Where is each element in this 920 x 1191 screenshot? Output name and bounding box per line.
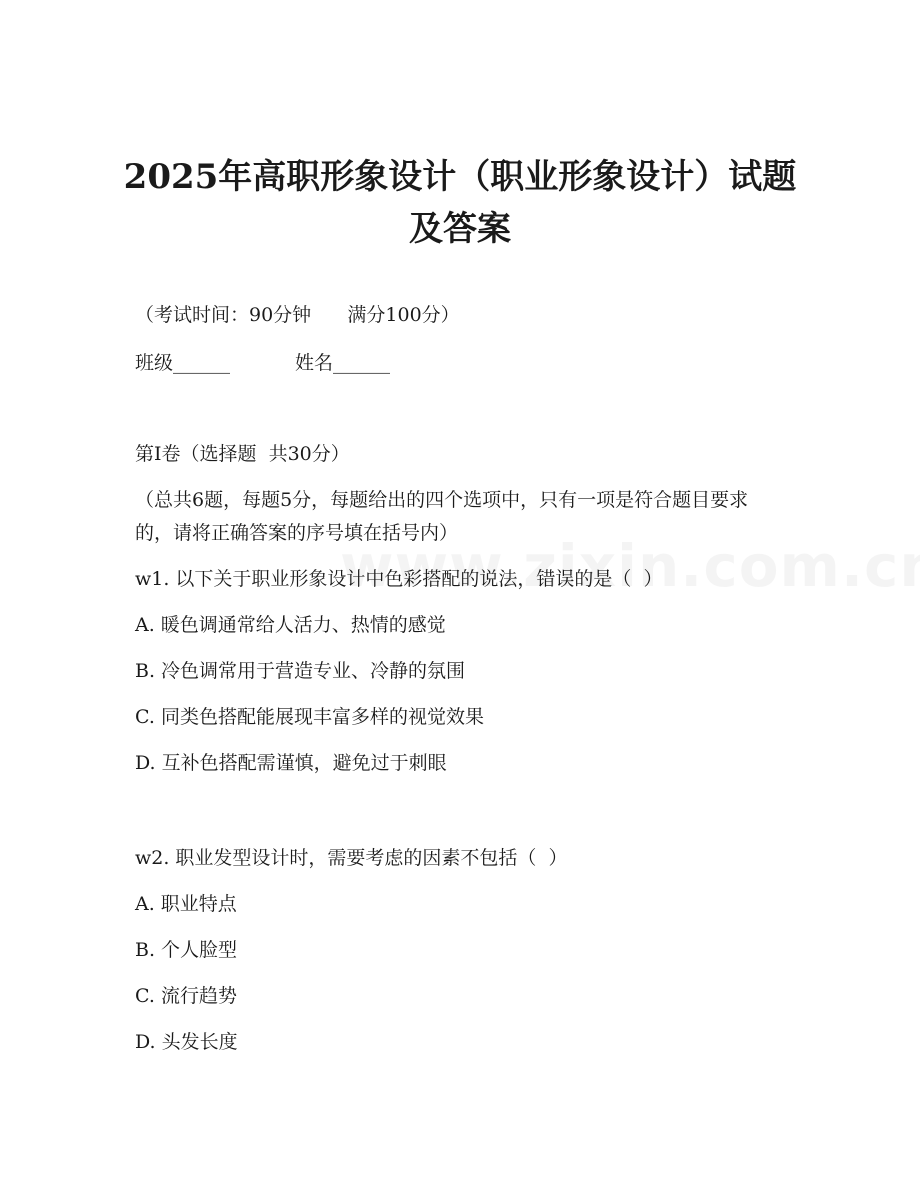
question-2-option-a: A. 职业特点	[135, 893, 237, 915]
document-title-line2: 及答案	[409, 209, 511, 249]
question-2-option-c: C. 流行趋势	[135, 985, 237, 1007]
question-1-option-d: D. 互补色搭配需谨慎，避免过于刺眼	[135, 752, 447, 774]
question-1-option-c: C. 同类色搭配能展现丰富多样的视觉效果	[135, 706, 484, 728]
instructions: （总共6题，每题5分，每题给出的四个选项中，只有一项是符合题目要求的，请将正确答案的序号填在括号内）	[135, 489, 749, 544]
section-heading: 第Ⅰ卷（选择题 共30分）	[135, 443, 350, 465]
question-2-option-d: D. 头发长度	[135, 1031, 238, 1053]
exam-info: （考试时间：90分钟 满分100分）	[135, 304, 460, 326]
question-1-option-b: B. 冷色调常用于营造专业、冷静的氛围	[135, 660, 466, 682]
class-field-label: 班级______	[135, 352, 231, 374]
document-title-line1: 2025年高职形象设计（职业形象设计）试题	[123, 157, 797, 197]
question-1-option-a: A. 暖色调通常给人活力、热情的感觉	[135, 614, 446, 636]
question-2-stem: w2. 职业发型设计时，需要考虑的因素不包括（ ）	[135, 847, 568, 869]
question-1-stem: w1. 以下关于职业形象设计中色彩搭配的说法，错误的是（ ）	[135, 568, 663, 590]
question-2-option-b: B. 个人脸型	[135, 939, 238, 961]
name-field-label: 姓名______	[295, 352, 391, 374]
